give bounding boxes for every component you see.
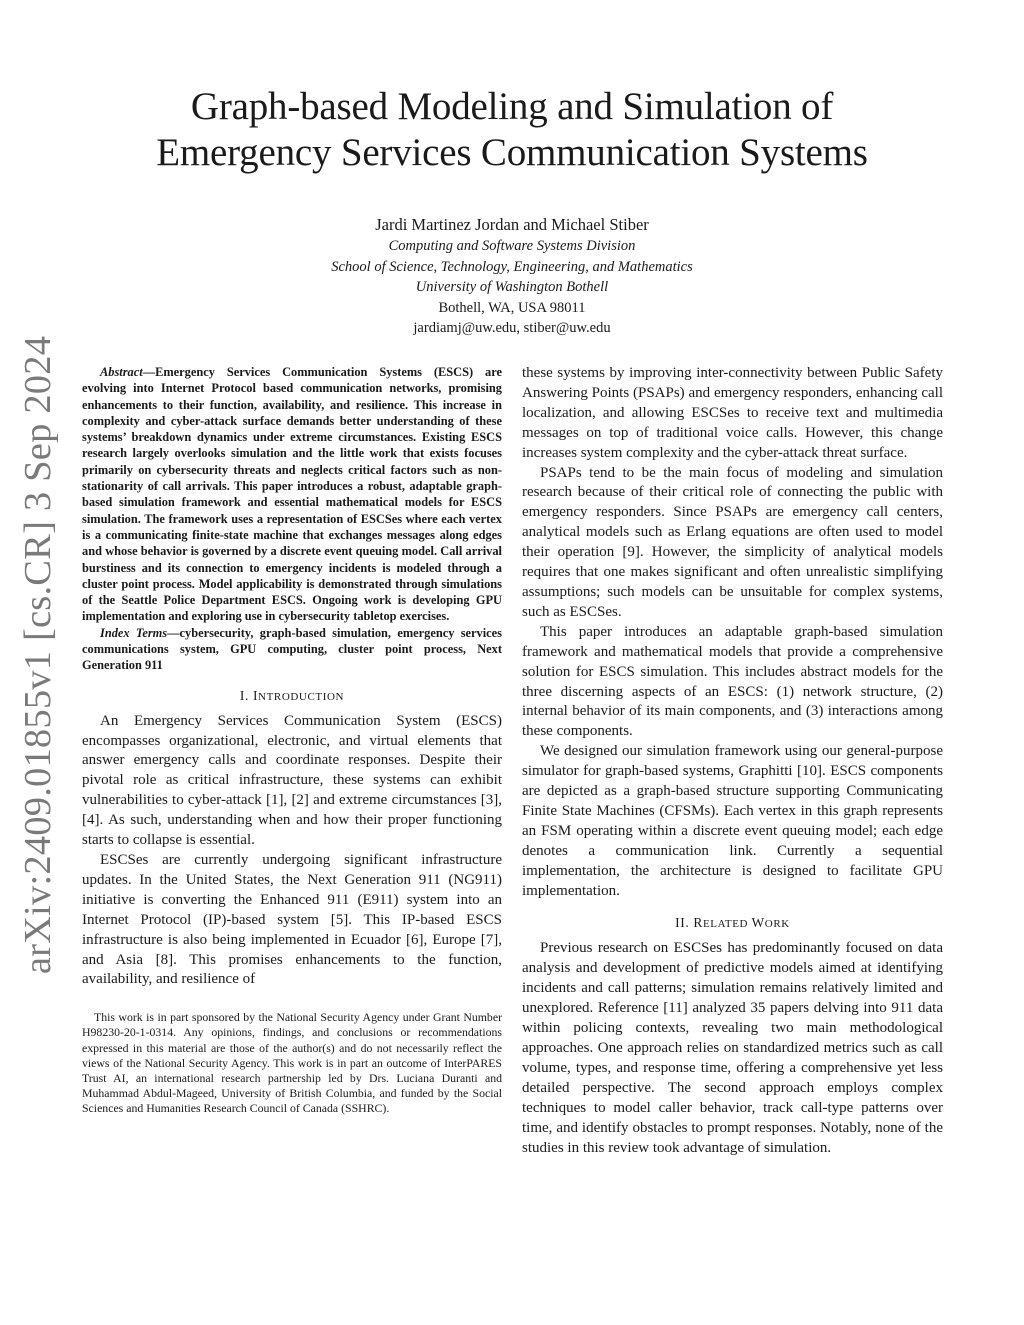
section-heading-introduction <box>82 688 502 704</box>
section-heading-cap: R <box>693 915 703 931</box>
index-terms-text: —cybersecurity, graph-based simulation, emergency services communications system, GPU computing, cluster point process, Next Generation 911 <box>82 625 502 673</box>
intro-paragraph-5: We designed our simulation framework using our general-purpose simulator for graph-based systems, Graphitti [10]. ESCS components are depicted as a graph-based structure supporting Communicating Finite State Machines (CFSMs). Each vertex in this graph represents an FSM operating within a discrete event queuing model; each edge denotes a communication link. Currently a sequential implementation, the architecture is designed to facilitate GPU implementation. <box>522 743 943 899</box>
section-heading-related-work <box>522 915 943 931</box>
intro-paragraph-1: An Emergency Services Communication System (ESCS) encompasses organizational, electronic, and virtual elements that answer emergency calls and coordinate responses. Despite their pivotal role as critical infrastructure, these systems can exhibit vulnerabilities to cyber-attack [1], [2] and extreme circumstances [3], [4]. As such, understanding when and how their proper functioning starts to collapse is essential. <box>82 712 502 849</box>
arxiv-identifier-text: arXiv:2409.01855v1 [cs.CR] 3 Sep 2024 <box>17 335 60 975</box>
paper-title-line-2: Emergency Services Communication Systems <box>156 131 868 174</box>
affiliation-university: University of Washington Bothell <box>415 279 609 295</box>
section-heading-smallcaps: ELATED <box>702 918 752 931</box>
section-heading-cap: W <box>751 915 765 931</box>
paper-title <box>90 84 934 176</box>
funding-footnote: This work is in part sponsored by the National Security Agency under Grant Number H98230-20-1-0314. Any opinions, findings, and conclusions or recommendations expressed in this material are those of the author(s) and do not necessarily reflect the views of the National Security Agency. This work is in part an outcome of InterPARES Trust AI, an international research partnership led by Drs. Luciana Duranti and Muhammad Abdul-Mageed, University of British Columbia, and funded by the Social Sciences and Humanities Research Council of Canada (SSHRC). <box>82 1010 502 1115</box>
section-heading-smallcaps: ORK <box>764 918 790 931</box>
related-work-paragraph-1: Previous research on ESCSes has predominantly focused on data analysis and development of predictive models aimed at identifying incidents and call patterns; simulation remains relatively limited and unexplored. Reference [11] analyzed 35 papers delving into 911 data within policing contexts, revealing two main methodological approaches. One approach relies on standardized metrics such as call volume, types, and response time, offering a comprehensive yet less detailed perspective. The second approach employs complex techniques to model caller behavior, track call-type patterns over time, and identify obstacles to prompt responses. Notably, none of the studies in this review took advantage of simulation. <box>522 940 943 1156</box>
intro-paragraph-2: ESCSes are currently undergoing significant infrastructure updates. In the United States, the Next Generation 911 (NG911) initiative is converting the Enhanced 911 (E911) system into an Internet Protocol (IP)-based system [5]. This IP-based ESCS infrastructure is also being implemented in Ecuador [6], Europe [7], and Asia [8]. This promises enhancements to the function, availability, and resilience of <box>82 851 502 988</box>
intro-paragraph-2-continued: these systems by improving inter-connectivity between Public Safety Answering Points (PSAPs) and emergency responders, enhancing call localization, and allowing ESCSes to receive text and multimedia messages on top of traditional voice calls. However, this change increases system complexity and the cyber-attack threat surface. <box>522 365 943 461</box>
index-terms-label: Index Terms <box>100 625 168 640</box>
abstract <box>82 364 502 625</box>
author-names: Jardi Martinez Jordan and Michael Stiber <box>375 215 649 234</box>
section-heading-smallcaps: NTRODUCTION <box>258 690 345 703</box>
intro-paragraph-4: This paper introduces an adaptable graph-based simulation framework and mathematical models that provide a comprehensive solution for ESCS simulation. This includes abstract models for the three discerning aspects of an ESCS: (1) network structure, (2) internal behavior of its main components, and (3) interactions among these components. <box>522 623 943 740</box>
arxiv-identifier-stamp[interactable] <box>12 335 64 975</box>
paper-title-line-1: Graph-based Modeling and Simulation of <box>190 85 834 128</box>
paper-header <box>90 84 934 339</box>
affiliation-address: Bothell, WA, USA 98011 <box>438 299 586 316</box>
affiliation-division: Computing and Software Systems Division <box>388 238 636 254</box>
left-column <box>82 364 502 1116</box>
section-heading-cap: I <box>252 687 259 703</box>
right-column <box>522 364 943 1158</box>
affiliation-school: School of Science, Technology, Engineering, and Mathematics <box>331 258 693 275</box>
section-number: I. <box>239 687 253 703</box>
abstract-text: —Emergency Services Communication Systems (ESCS) are evolving into Internet Protocol based communication networks, promising enhancements to their function, availability, and resilience. This increase in complexity and cyber-attack surface demands better understanding of these systems’ breakdown dynamics under extreme circumstances. Existing ESCS research largely overlooks simulation and the little work that exists focuses primarily on cybersecurity threats and neglects critical factors such as non-stationarity of call arrivals. This paper introduces a robust, adaptable graph-based simulation framework and essential mathematical models for ESCS simulation. The framework uses a representation of ESCSes where each vertex is a communicating finite-state machine that exchanges messages along edges and whose behavior is governed by a discrete event queuing model. Call arrival burstiness and its connection to emergency incidents is modeled through a cluster point process. Model applicability is demonstrated through simulations of the Seattle Police Department ESCS. Ongoing work is developing GPU implementation and exploring use in cybersecurity tabletop exercises. <box>82 365 502 624</box>
abstract-label: Abstract <box>100 365 143 379</box>
index-terms <box>82 625 502 674</box>
author-emails[interactable]: jardiamj@uw.edu, stiber@uw.edu <box>413 320 611 336</box>
intro-paragraph-3: PSAPs tend to be the main focus of modeling and simulation research because of their critical role of connecting the public with emergency responders. Since PSAPs are emergency call centers, analytical models such as Erlang equations are often used to model their operation [9]. However, the simplicity of analytical models requires that one makes significant and often unrealistic simplifying assumptions; such models can be unsuitable for complex systems, such as ESCSes. <box>522 464 943 620</box>
section-number: II. <box>675 915 694 931</box>
